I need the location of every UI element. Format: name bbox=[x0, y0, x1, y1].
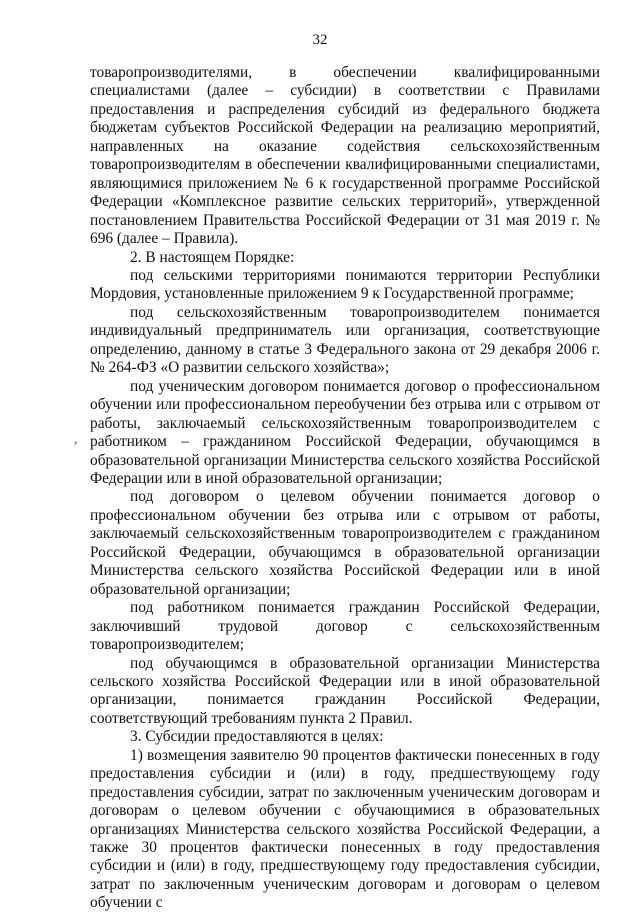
paragraph-purpose-1: 1) возмещения заявителю 90 процентов фактически понесенных в году предоставления субсидии и (или) в году, предшествующему году предоставления субсидии, затрат по заключенным ученическим договорам и договорам о целевом обучении с обучающимися в образовательных организациях Министерства сельского хозяйства Российской Федерации, а также 30 процентов фактически понесенных в году предоставления субсидии и (или) в году, предшествующему году предоставления субсидии, затрат по заключенным ученическим договорам и договорам о целевом обучении с bbox=[90, 746, 600, 912]
paragraph-student: под обучающимся в образовательной организации Министерства сельского хозяйства Российской Федерации или в иной образовательной организации, понимается гражданин Российской Федерации, соответствующий требованиям пункта 2 Правил. bbox=[90, 654, 600, 727]
margin-mark: , bbox=[74, 432, 78, 447]
body-text bbox=[90, 64, 600, 913]
paragraph-section-2-heading: 2. В настоящем Порядке: bbox=[130, 248, 295, 266]
paragraph-employee: под работником понимается гражданин Российской Федерации, заключивший трудовой договор с сельскохозяйственным товаропроизводителем; bbox=[90, 599, 600, 654]
paragraph-section-3-heading: 3. Субсидии предоставляются в целях: bbox=[130, 728, 384, 746]
paragraph-agricultural-producer: под сельскохозяйственным товаропроизводителем понимается индивидуальный предприниматель или организация, соответствующие определению, данному в статье 3 Федерального закона от 29 декабря 2006 г. № 264-ФЗ «О развитии сельского хозяйства»; bbox=[90, 303, 600, 377]
paragraph-rural-territories: под сельскими территориями понимаются территории Республики Мордовия, установленные приложением 9 к Государственной программе; bbox=[90, 266, 600, 303]
paragraph-targeted-training-contract: под договором о целевом обучении понимается договор о профессиональном обучении без отрыва или с отрывом от работы, заключаемый сельскохозяйственным товаропроизводителем с гражданином Российской Федерации, обучающимся в образовательной организации Министерства сельского хозяйства Российской Федерации или в иной образовательной организации; bbox=[90, 488, 600, 598]
paragraph-continuation: товаропроизводителями, в обеспечении квалифицированными специалистами (далее – субсидии) в соответствии с Правилами предоставления и распределения субсидий из федерального бюджета бюджетам субъектов Российской Федерации на реализацию мероприятий, направленных на оказание содействия сельскохозяйственным товаропроизводителям в обеспечении квалифицированными специалистами, являющимися приложением № 6 к государственной программе Российской Федерации «Комплексное развитие сельских территорий», утвержденной постановлением Правительства Российской Федерации от 31 мая 2019 г. № 696 (далее – Правила). bbox=[90, 64, 600, 248]
paragraph-apprenticeship-contract: под ученическим договором понимается договор о профессиональном обучении или профессиональном переобучении без отрыва или с отрывом от работы, заключаемый сельскохозяйственным товаропроизводителем с работником – гражданином Российской Федерации, обучающимся в образовательной организации Министерства сельского хозяйства Российской Федерации или в иной образовательной организации; bbox=[90, 377, 600, 487]
page-number: 32 bbox=[312, 32, 328, 48]
